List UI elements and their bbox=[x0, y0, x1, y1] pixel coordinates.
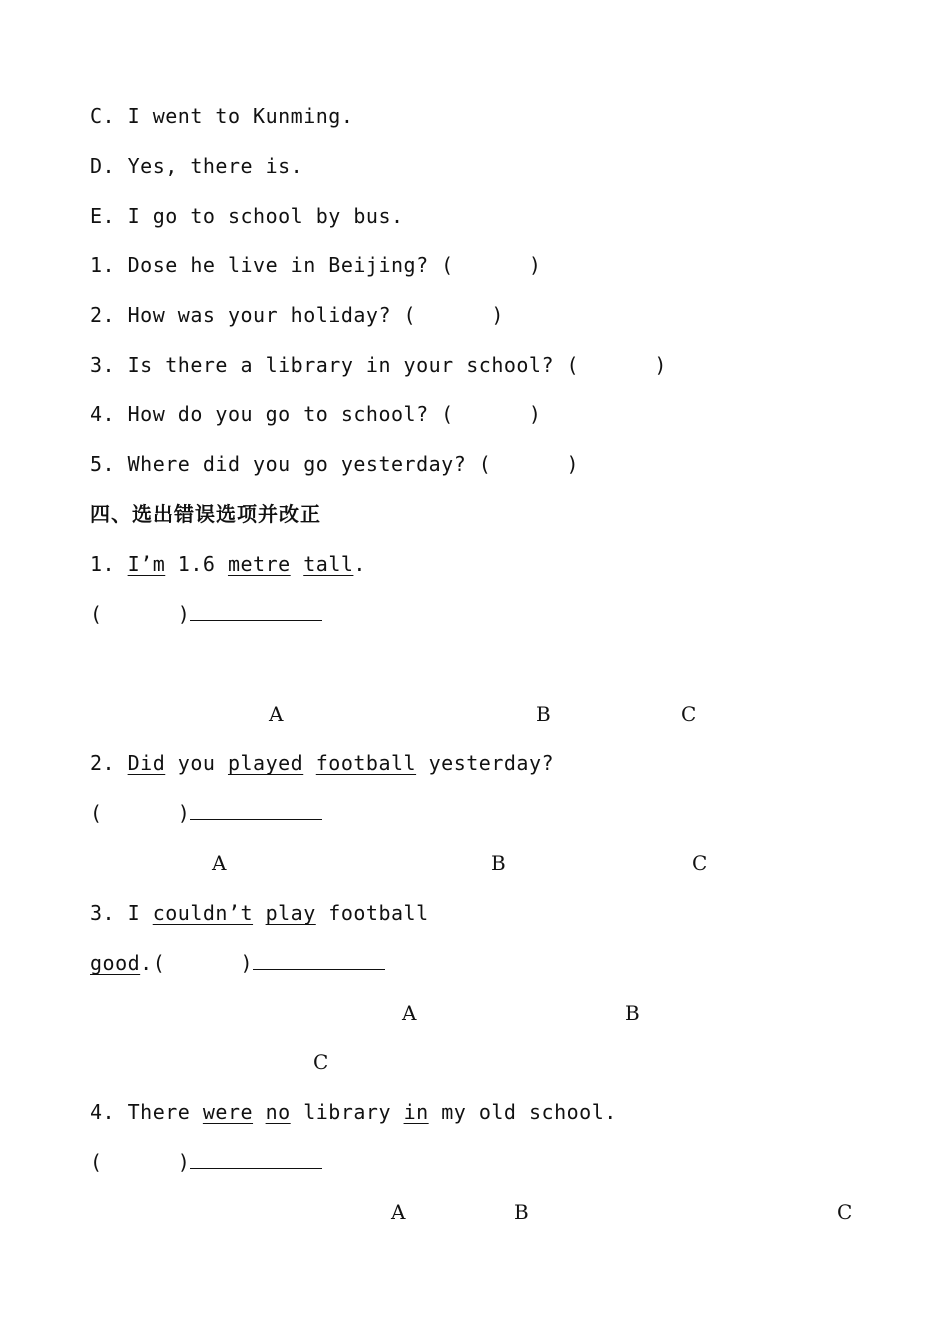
option-d: D. Yes, there is. bbox=[90, 154, 304, 178]
q2-text: you bbox=[165, 751, 228, 775]
q2-option-c: football bbox=[315, 751, 417, 775]
q4-label-b: B bbox=[514, 1200, 529, 1224]
q4-option-c: in bbox=[403, 1100, 429, 1124]
q2-number: 2. bbox=[90, 751, 128, 775]
q4-answer-blank[interactable] bbox=[190, 1150, 322, 1169]
q1-label-b: B bbox=[536, 702, 551, 726]
q4-text: library bbox=[290, 1100, 404, 1124]
q3-number: 3. I bbox=[90, 901, 153, 925]
option-e: E. I go to school by bus. bbox=[90, 204, 404, 228]
q1-answer-blank[interactable] bbox=[190, 602, 322, 621]
q3-option-a: couldn’t bbox=[152, 901, 254, 925]
q4-option-b: no bbox=[265, 1100, 291, 1124]
q4-label-c: C bbox=[837, 1200, 853, 1224]
q3-continuation bbox=[90, 951, 385, 975]
error-question-2 bbox=[90, 751, 554, 775]
q2-label-b: B bbox=[491, 851, 506, 875]
q4-option-a: were bbox=[202, 1100, 254, 1124]
q4-answer-paren: ( ) bbox=[90, 1150, 191, 1174]
q3-label-a: A bbox=[402, 1001, 417, 1025]
q4-text bbox=[253, 1100, 266, 1124]
match-question-4: 4. How do you go to school? ( ) bbox=[90, 402, 542, 426]
q2-option-b: played bbox=[227, 751, 304, 775]
q3-text: football bbox=[315, 901, 429, 925]
q2-option-a: Did bbox=[127, 751, 166, 775]
q2-answer-paren: ( ) bbox=[90, 801, 191, 825]
match-question-3: 3. Is there a library in your school? ( ) bbox=[90, 353, 667, 377]
match-question-2: 2. How was your holiday? ( ) bbox=[90, 303, 504, 327]
q4-text: my old school. bbox=[428, 1100, 617, 1124]
q1-text bbox=[291, 552, 304, 576]
q1-label-c: C bbox=[681, 702, 697, 726]
q4-answer-line bbox=[90, 1150, 322, 1174]
q2-answer-blank[interactable] bbox=[190, 801, 322, 820]
q2-answer-line bbox=[90, 801, 322, 825]
q3-option-c: good bbox=[90, 951, 141, 975]
q1-option-c: tall bbox=[303, 552, 354, 576]
q3-text: . bbox=[140, 951, 153, 975]
q3-text bbox=[253, 901, 266, 925]
error-question-3 bbox=[90, 901, 429, 925]
q3-answer-blank[interactable] bbox=[253, 951, 385, 970]
q2-label-a: A bbox=[212, 851, 227, 875]
q2-text bbox=[303, 751, 316, 775]
q1-number: 1. bbox=[90, 552, 128, 576]
q1-answer-line bbox=[90, 602, 322, 626]
q1-option-b: metre bbox=[227, 552, 291, 576]
q3-label-b: B bbox=[625, 1001, 640, 1025]
q3-option-b: play bbox=[265, 901, 316, 925]
q1-label-a: A bbox=[269, 702, 284, 726]
error-question-4 bbox=[90, 1100, 617, 1124]
error-question-1 bbox=[90, 552, 366, 576]
match-question-1: 1. Dose he live in Beijing? ( ) bbox=[90, 253, 542, 277]
q3-answer-paren: ( ) bbox=[152, 951, 254, 975]
q1-answer-paren: ( ) bbox=[90, 602, 191, 626]
match-question-5: 5. Where did you go yesterday? ( ) bbox=[90, 452, 580, 476]
q4-label-a: A bbox=[391, 1200, 406, 1224]
q2-text: yesterday? bbox=[416, 751, 555, 775]
option-c: C. I went to Kunming. bbox=[90, 104, 354, 128]
q3-label-c: C bbox=[313, 1050, 329, 1074]
q1-text: 1.6 bbox=[165, 552, 228, 576]
section-heading: 四、选出错误选项并改正 bbox=[90, 502, 321, 526]
q1-text: . bbox=[353, 552, 366, 576]
q2-label-c: C bbox=[692, 851, 708, 875]
q4-number: 4. There bbox=[90, 1100, 203, 1124]
q1-option-a: I’m bbox=[127, 552, 166, 576]
